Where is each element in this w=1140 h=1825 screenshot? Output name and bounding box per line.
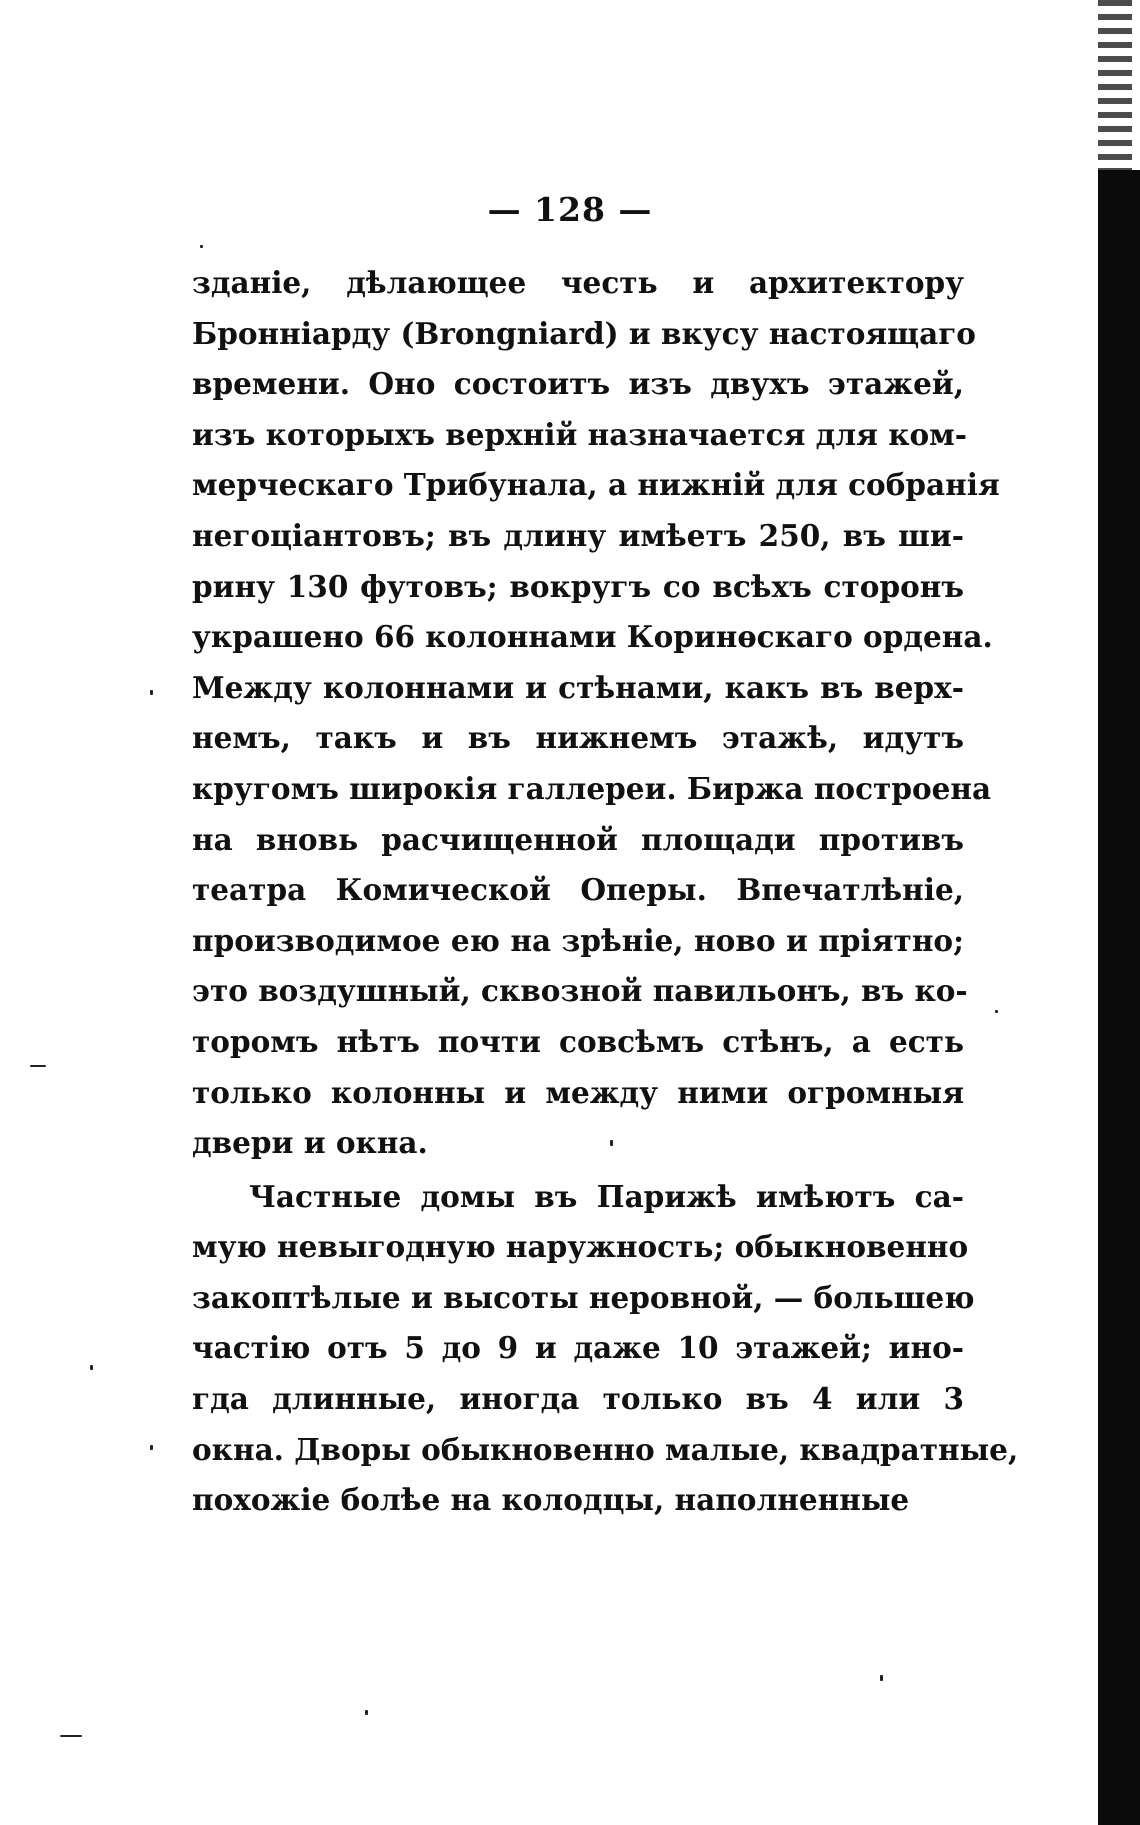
text-line: двери и окна. (192, 1125, 428, 1161)
scan-speck (610, 1140, 613, 1146)
text-line: кругомъ широкія галлереи. Биржа построена (192, 770, 992, 806)
scan-edge-top-shadow (1098, 0, 1132, 175)
scan-edge-shadow (1098, 170, 1140, 1825)
text-line: мую невыгодную наружность; обыкновенно (192, 1229, 969, 1265)
text-line: Между колоннами и стѣнами, какъ въ верх- (192, 669, 964, 705)
scan-speck (995, 1010, 998, 1013)
page-number: — 128 — (487, 190, 653, 229)
paragraph-1 (192, 258, 1000, 1169)
text-line: изъ которыхъ верхній назначается для ком- (192, 416, 968, 452)
text-line: рину 130 футовъ; вокругъ со всѣхъ сторонъ (192, 568, 964, 604)
text-line: частію отъ 5 до 9 и даже 10 этажей; ино- (192, 1330, 964, 1366)
scan-speck (200, 245, 203, 248)
scan-speck (30, 1065, 46, 1067)
text-line: закоптѣлые и высоты неровной, — большею (192, 1279, 975, 1315)
text-line: мерческаго Трибунала, а нижній для собранія (192, 467, 1000, 503)
text-line: негоціантовъ; въ длину имѣетъ 250, въ ши- (192, 517, 964, 553)
text-line: на вновь расчищенной площади противъ (192, 821, 964, 857)
text-line: немъ, такъ и въ нижнемъ этажѣ, идутъ (192, 720, 964, 756)
text-line: зданіе, дѣлающее честь и архитектору (192, 265, 964, 300)
scan-speck (150, 690, 153, 695)
scan-speck (880, 1675, 883, 1681)
text-line: производимое ею на зрѣніе, ново и пріятно; (192, 922, 964, 958)
scan-speck (365, 1710, 368, 1715)
text-line: это воздушный, сквозной павильонъ, въ ко- (192, 973, 968, 1009)
scan-speck (150, 1445, 153, 1450)
text-line: похожіе болѣе на колодцы, наполненные (192, 1482, 910, 1518)
paragraph-2 (192, 1172, 1019, 1526)
scan-speck (90, 1365, 93, 1370)
text-line: гда длинные, иногда только въ 4 или 3 (192, 1381, 964, 1417)
scan-speck (60, 1735, 82, 1737)
text-line: торомъ нѣтъ почти совсѣмъ стѣнъ, а есть (192, 1023, 964, 1059)
text-line: только колонны и между ними огромныя (192, 1074, 964, 1110)
text-line: времени. Оно состоитъ изъ двухъ этажей, (192, 366, 964, 402)
text-line: Частные домы въ Парижѣ имѣютъ са- (249, 1178, 964, 1214)
text-line: театра Комической Оперы. Впечатлѣніе, (192, 872, 964, 908)
text-line: украшено 66 колоннами Коринѳскаго ордена. (192, 619, 993, 655)
body-text (192, 258, 1019, 1526)
text-line: окна. Дворы обыкновенно малые, квадратные, (192, 1431, 1019, 1467)
text-line: Бронніарду (Brongniard) и вкусу настоящаго (192, 315, 976, 351)
